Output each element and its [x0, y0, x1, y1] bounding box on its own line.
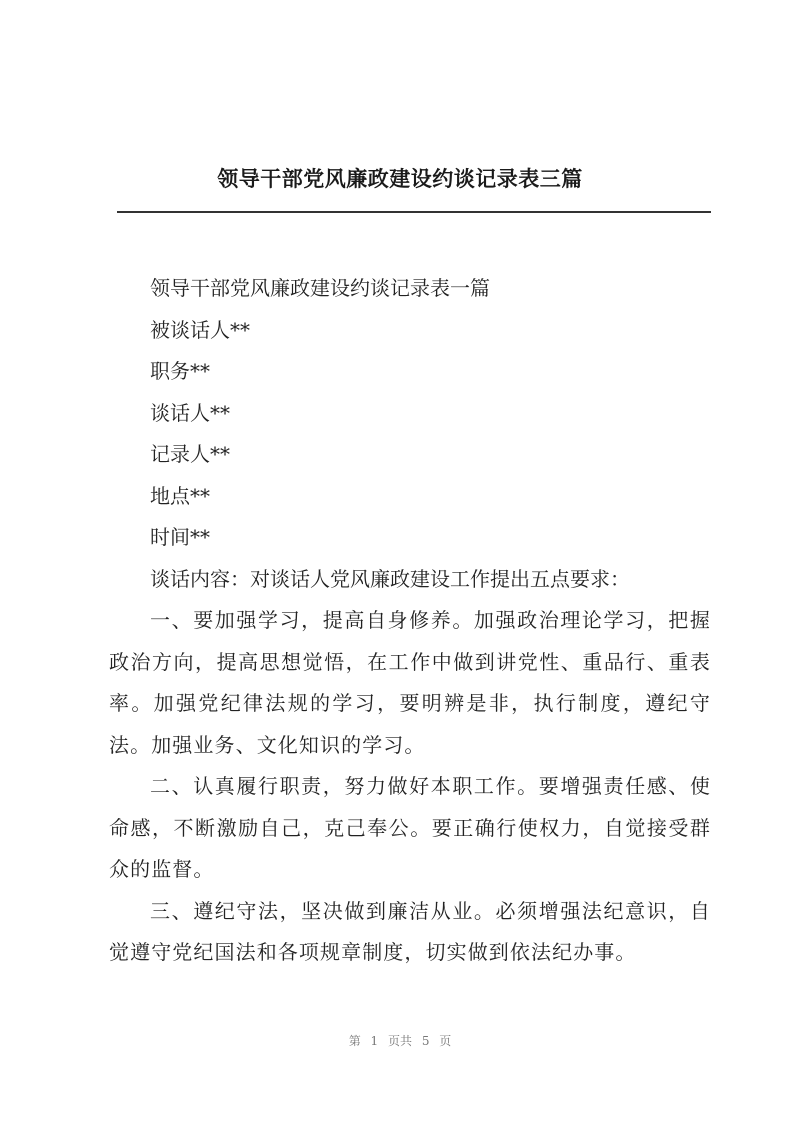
field-location: 地点**: [150, 483, 210, 508]
field-time: 时间**: [150, 525, 210, 549]
field-recorder: 记录人**: [150, 442, 230, 466]
document-title: 领导干部党风廉政建设约谈记录表三篇: [217, 166, 583, 191]
content-intro: 谈话内容：对谈话人党风廉政建设工作提出五点要求：: [150, 566, 630, 591]
section-subtitle: 领导干部党风廉政建设约谈记录表一篇: [150, 276, 490, 300]
title-underline: [117, 211, 711, 213]
field-interviewee: 被谈话人**: [150, 317, 250, 342]
requirement-paragraph-3: 三、遵纪守法，坚决做到廉洁从业。必须增强法纪意识，自觉遵守党纪国法和各项规章制度，切实做到依法纪办事。: [109, 898, 711, 964]
page-number-footer: 第 1 页共 5 页: [348, 1034, 452, 1048]
requirement-paragraph-1: 一、要加强学习，提高自身修养。加强政治理论学习，把握政治方向，提高思想觉悟，在工作中做到讲党性、重品行、重表率。加强党纪律法规的学习，要明辨是非，执行制度，遵纪守法。加强业务、文化知识的学习。: [109, 608, 711, 757]
requirement-paragraph-2: 二、认真履行职责，努力做好本职工作。要增强责任感、使命感，不断激励自己，克己奉公。要正确行使权力，自觉接受群众的监督。: [109, 774, 711, 881]
document-body: [109, 268, 711, 974]
field-position: 职务**: [150, 359, 210, 383]
field-interviewer: 谈话人**: [150, 400, 230, 425]
